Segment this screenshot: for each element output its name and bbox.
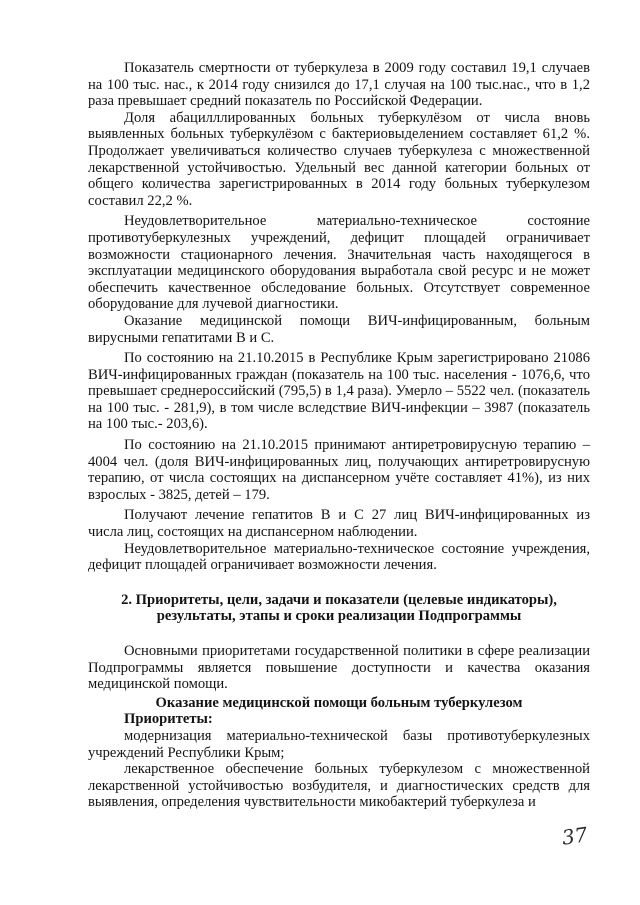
subheading-tb-care: Оказание медицинской помощи больным туберкулезом — [155, 694, 523, 711]
page-number: 37 — [560, 822, 589, 850]
paragraph-art-therapy: По состоянию на 21.10.2015 принимают антиретровирусную терапию – 4004 чел. (доля ВИЧ-инфицированных лиц, получающих антиретровирусную терапию, от числа состоящих на диспансерном учёте составляет 41%), из них взрослых - 3825, детей – 179. — [88, 437, 590, 503]
paragraph-mortality: Показатель смертности от туберкулеза в 2009 году составил 19,1 случаев на 100 тыс. нас., к 2014 году снизился до 17,1 случая на 100 тыс.нас., что в 1,2 раза превышает средний показатель по Российской Федерации. — [88, 60, 590, 110]
paragraph-unsatisfactory: Неудовлетворительное материально-техническое состояние учреждения, дефицит площадей ограничивает возможности лечения. — [88, 540, 590, 574]
paragraph-hepatitis: Получают лечение гепатитов В и С 27 лиц ВИЧ-инфицированных из числа лиц, состоящих на диспансерном наблюдении. — [88, 507, 590, 541]
paragraph-priorities-intro: Основными приоритетами государственной политики в сфере реализации Подпрограммы является повышение доступности и качества оказания медицинской помощи. — [88, 643, 590, 693]
paragraph-abacillary: Доля абацилллированных больных туберкулёзом от числа вновь выявленных больных туберкулёзом с бактериовыделением составляет 61,2 %. Продолжает увеличиваться количество случаев туберкулеза с множественной лекарственной устойчивостью. Удельный вес данной категории больных от общего количества зарегистрированных в 2014 году больных туберкулезом составил 22,2 %. — [88, 109, 590, 209]
paragraph-facilities: Неудовлетворительное материально-техническое состояние противотуберкулезных учреждений, дефицит площадей ограничивает возможности стационарного лечения. Значительная часть находящегося в эксплуатации медицинского оборудования выработала свой ресурс и не может обеспечить качественное обследование больных. Отсутствует современное оборудование для лучевой диагностики. — [88, 213, 590, 313]
section-heading: 2. Приоритеты, цели, задачи и показатели (целевые индикаторы), результаты, этапы и сроки реализации Подпрограммы — [121, 591, 557, 625]
priority-item: лекарственное обеспечение больных туберкулезом с множественной лекарственной устойчивостью возбудителя, и диагностических средств для выявления, определения чувствительности микобактерий туберкулеза и — [88, 761, 590, 811]
priority-item: модернизация материально-технической базы противотуберкулезных учреждений Республики Крым; — [88, 727, 590, 761]
document-body — [88, 60, 590, 811]
paragraph-hiv-stats: По состоянию на 21.10.2015 в Республике Крым зарегистрировано 21086 ВИЧ-инфицированных граждан (показатель на 100 тыс. населения - 1076,6, что превышает среднероссийский (795,5) в 1,4 раза). Умерло – 5522 чел. (показатель на 100 тыс. - 281,9), в том числе вследствие ВИЧ-инфекции – 3987 (показатель на 100 тыс.- 203,6). — [88, 350, 590, 433]
priorities-label: Приоритеты: — [124, 711, 213, 728]
paragraph-hiv-intro: Оказание медицинской помощи ВИЧ-инфицированным, больным вирусными гепатитами В и С. — [88, 312, 590, 346]
